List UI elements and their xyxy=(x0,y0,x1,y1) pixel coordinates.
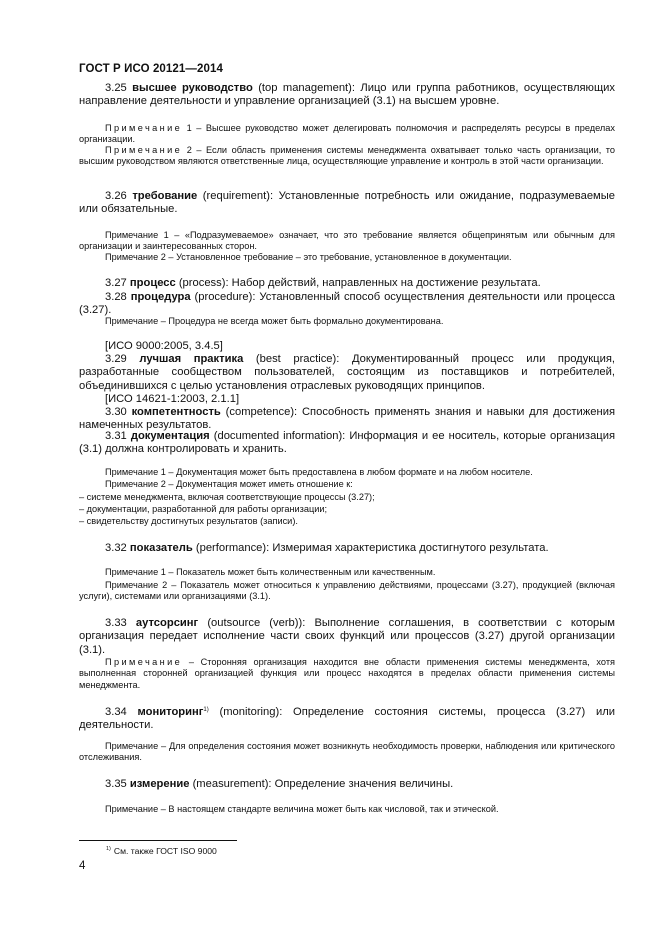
definition: (documented information): Информация и ее носитель, которые организация (3.1) должна контролировать и хранить. xyxy=(79,430,616,456)
definition: (outsource (verb)): Выполнение соглашения, в соответствии с которым организация передает исполнение части своих функций или процессов (3.27) другой организации (3.1). xyxy=(79,617,615,656)
definition: (requirement): Установленные потребность или ожидание, подразумеваемые или обязательные. xyxy=(79,190,615,216)
term: лучшая практика xyxy=(139,353,244,365)
definition: (competence): Способность применять знания и навыки для достижения намеченных результатов. xyxy=(79,406,615,432)
note-3-31-1: Примечание 1 – Документация может быть предоставлена в любом формате и на любом носителе. xyxy=(105,467,533,477)
note-3-28: Примечание – Процедура не всегда может быть формально документирована. xyxy=(105,316,444,326)
list-item: – документации, разработанной для работы организации; xyxy=(79,504,328,515)
list-3-31 xyxy=(79,491,615,528)
note-text: 1 – «Подразумеваемое» означает, что это требование является общепринятым или обычным для организации и заинтересованных сторон. xyxy=(79,230,615,252)
footnote-ref: 1) xyxy=(203,707,209,713)
note-text: 2 – Если область применения системы менеджмента охватывает только часть организации, то высшим руководством являются ответственные лица, осуществляющие управление и контроль в этой части организации. xyxy=(79,145,615,167)
definition: (top management): Лицо или группа работников, осуществляющих направление деятельности и управление организацией (3.1) на высшем уровне. xyxy=(79,82,615,108)
definition: (procedure): Установленный способ осуществления деятельности или процесса (3.27). xyxy=(79,291,615,317)
note-3-35: Примечание – В настоящем стандарте величина может быть как числовой, так и этической. xyxy=(105,804,499,814)
note-3-25-1 xyxy=(79,123,615,146)
entry-number: 3.25 xyxy=(105,82,127,94)
note-3-32-2: Примечание 2 – Показатель может относиться к управлению действиями, процессами (3.27), продукцией (включая услуги), системами или организациями (3.1). xyxy=(79,580,615,602)
document-header: ГОСТ Р ИСО 20121—2014 xyxy=(79,63,224,75)
note-3-26-1: Примечание 1 – «Подразумеваемое» означает, что это требование является общепринятым или обычным для организации и заинтересованных сторон. xyxy=(79,230,615,252)
note-text: – В настоящем стандарте величина может быть как числовой, так и этической. xyxy=(158,804,499,814)
ref-3-28: [ИСО 9000:2005, 3.4.5] xyxy=(105,340,223,352)
entry-3-27: 3.27 процесс (process): Набор действий, направленных на достижение результата. xyxy=(105,277,541,289)
entry-3-32: 3.32 показатель (performance): Измеримая характеристика достигнутого результата. xyxy=(105,542,549,554)
entry-3-31: 3.31 документация (documented information): Информация и ее носитель, которые организация (3.1) должна контролировать и хранить. xyxy=(79,430,616,456)
footnote-divider xyxy=(79,840,237,841)
term: процедура xyxy=(130,291,191,303)
term: высшее руководство xyxy=(132,82,253,94)
note-3-34: Примечание – Для определения состояния может возникнуть необходимость проверки, наблюдения или критического отслеживания. xyxy=(79,741,615,763)
note-text: 2 – Документация может иметь отношение к: xyxy=(158,479,353,489)
term: измерение xyxy=(129,778,190,790)
note-3-31-2: Примечание 2 – Документация может иметь отношение к: xyxy=(105,479,353,489)
note-3-25-2 xyxy=(79,145,615,168)
entry-3-26: 3.26 требование (requirement): Установленные потребность или ожидание, подразумеваемые или обязательные. xyxy=(79,190,615,216)
page-number: 4 xyxy=(79,860,86,872)
term: аутсорсинг xyxy=(135,617,199,629)
note-text: – Для определения состояния может возникнуть необходимость проверки, наблюдения или критического отслеживания. xyxy=(79,741,615,763)
note-label: Примечание xyxy=(105,145,183,155)
term: требование xyxy=(132,190,198,202)
definition: (best practice): Документированный процесс или продукция, разработанные сообществом пользователей, состоящим из поставщиков и потребителей, объединившихся с целью установления отраслевых руководящих принципов. xyxy=(79,353,616,392)
definition: (process): Набор действий, направленных на достижение результата. xyxy=(175,277,541,289)
note-3-33: Примечание – Сторонняя организация находится вне области применения системы менеджмента, хотя выполненная сторонней организацией функция или процесс находятся в пределах области применения системы менеджмента. xyxy=(79,657,615,690)
definition: (performance): Измеримая характеристика достигнутого результата. xyxy=(192,542,549,554)
definition: (monitoring): Определение состояния системы, процесса (3.27) или деятельности. xyxy=(79,706,615,732)
footnote: $^{1)}$ См. также ГОСТ ISO 9000 xyxy=(106,846,217,856)
note-3-26-2: Примечание 2 – Установленное требование – это требование, установленное в документации. xyxy=(105,252,512,262)
note-text: 1 – Документация может быть предоставлена в любом формате и на любом носителе. xyxy=(158,467,533,477)
entry-3-28: 3.28 процедура (procedure): Установленный способ осуществления деятельности или процесса (3.27). xyxy=(79,291,615,317)
note-text: 2 – Установленное требование – это требование, установленное в документации. xyxy=(158,252,512,262)
entry-3-29: 3.29 лучшая практика (best practice): Документированный процесс или продукция, разработанные сообществом пользователей, состоящим из поставщиков и потребителей, объединившихся с целью установления отраслевых руководящих принципов. xyxy=(79,353,616,392)
term: компетентность xyxy=(131,406,221,418)
entry-3-25 xyxy=(79,82,615,109)
note-text: 1 – Показатель может быть количественным или качественным. xyxy=(158,567,436,577)
list-item: – системе менеджмента, включая соответствующие процессы (3.27); xyxy=(79,492,375,502)
term: показатель xyxy=(129,542,193,554)
entry-3-33: 3.33 аутсорсинг (outsource (verb)): Выполнение соглашения, в соответствии с которым организация передает исполнение части своих функций или процессов (3.27) другой организации (3.1). xyxy=(79,617,615,656)
term: мониторинг xyxy=(137,706,204,718)
list-item: – свидетельству достигнутых результатов (записи). xyxy=(79,516,298,527)
definition: (measurement): Определение значения величины. xyxy=(189,778,454,790)
note-text: – Сторонняя организация находится вне области применения системы менеджмента, хотя выполненная сторонней организацией функция или процесс находятся в пределах области применения системы менеджмента. xyxy=(79,657,615,690)
note-label: Примечание xyxy=(105,123,183,133)
entry-3-35: 3.35 измерение (measurement): Определение значения величины. xyxy=(105,778,454,790)
entry-3-34: 3.34 мониторинг$^{1)}$ (monitoring): Определение состояния системы, процесса (3.27) или деятельности. xyxy=(79,706,615,732)
note-text: 2 – Показатель может относиться к управлению действиями, процессами (3.27), продукцией (включая услуги), системами или организациями (3.1). xyxy=(79,580,615,602)
entry-3-30: 3.30 компетентность (competence): Способность применять знания и навыки для достижения намеченных результатов. xyxy=(79,406,615,432)
note-text: – Процедура не всегда может быть формально документирована. xyxy=(158,316,444,326)
ref-3-29: [ИСО 14621-1:2003, 2.1.1] xyxy=(105,393,240,405)
note-text: 1 – Высшее руководство может делегировать полномочия и распределять ресурсы в пределах организации. xyxy=(79,123,615,145)
term: документация xyxy=(130,430,210,442)
term: процесс xyxy=(129,277,176,289)
note-3-32-1: Примечание 1 – Показатель может быть количественным или качественным. xyxy=(105,567,436,577)
